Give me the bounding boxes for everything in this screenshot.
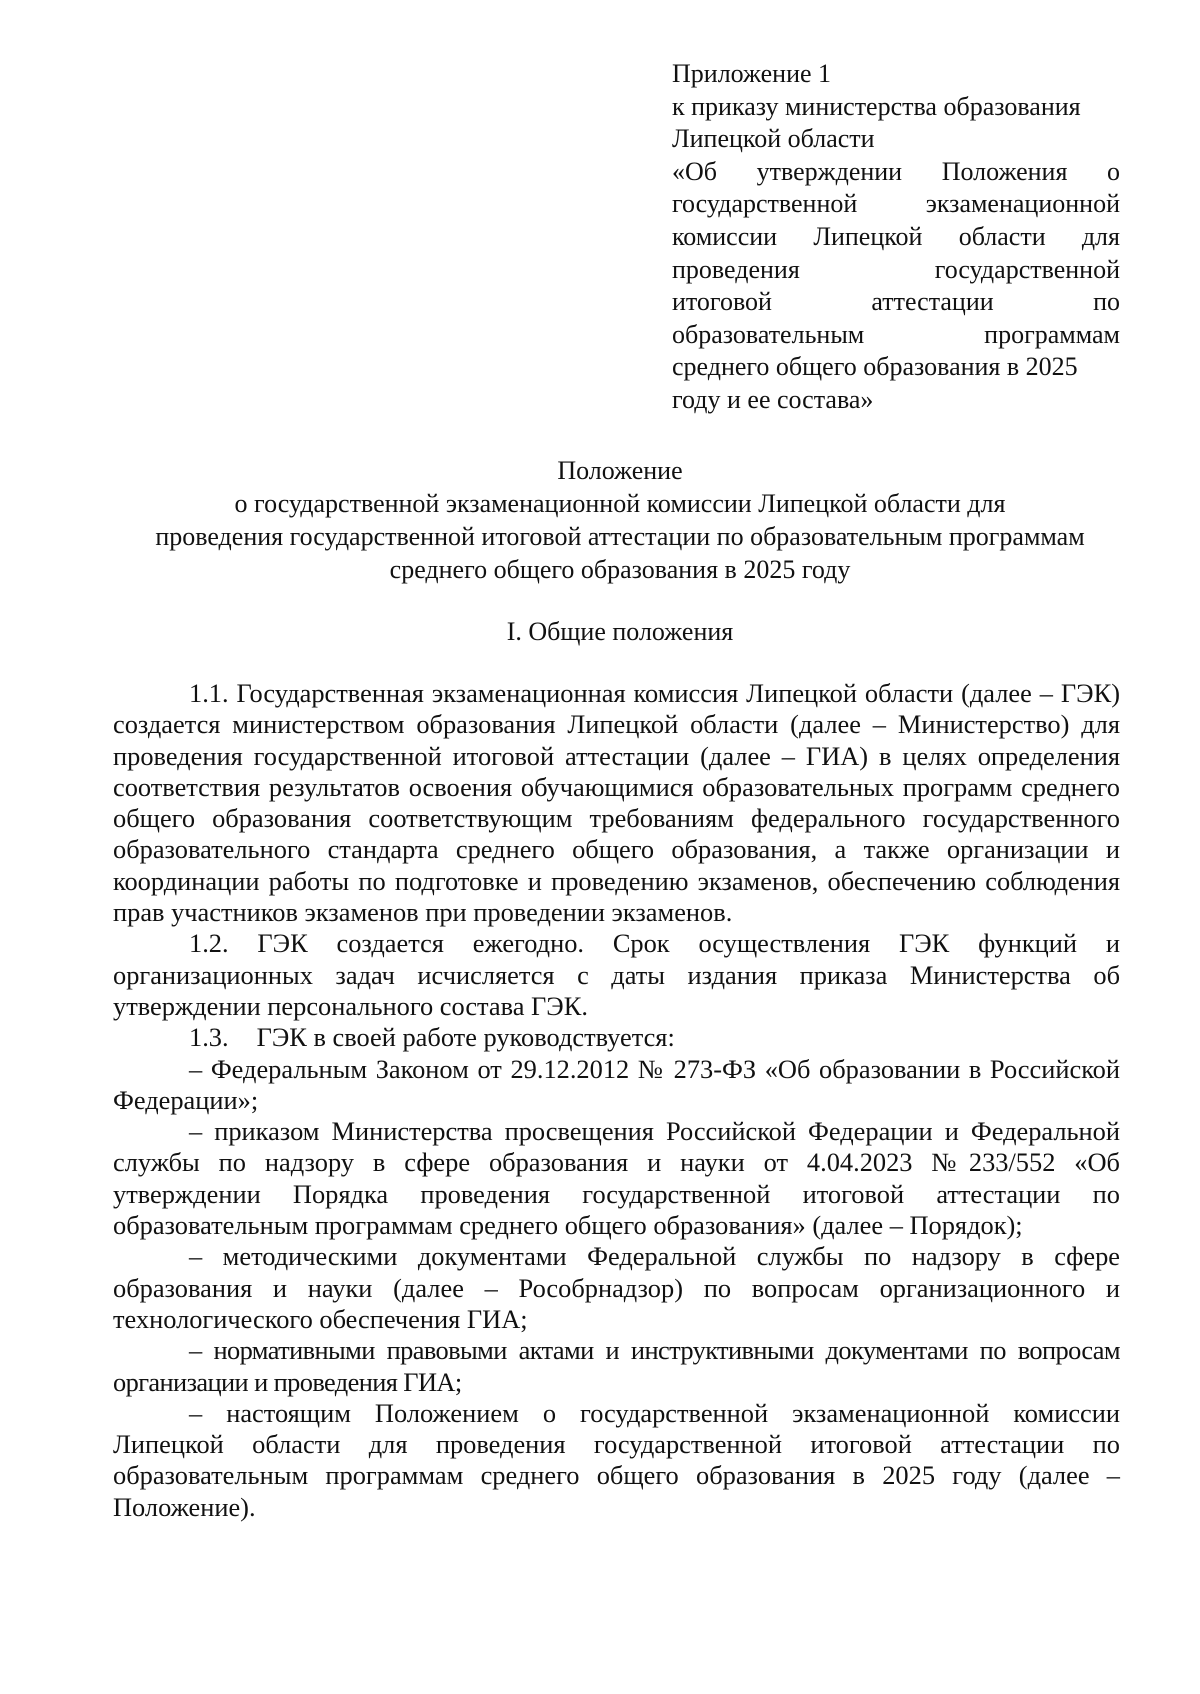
paragraph-number: 1.3. <box>189 1022 229 1053</box>
annex-line: году и ее состава» <box>672 384 874 414</box>
annex-line: государственной экзаменационной <box>672 189 1120 219</box>
paragraph-1-1: 1.1. Государственная экзаменационная комиссия Липецкой области (далее – ГЭК) создается министерством образования Липецкой области (далее – Министерство) для проведения государственной итоговой аттестации (далее – ГИА) в целях определения соответствия результатов освоения обучающимися образовательных программ среднего общего образования соответствующим требованиям федерального государственного образовательного стандарта среднего общего образования, а также организации и координации работы по подготовке и проведению экзаменов, обеспечению соблюдения прав участников экзаменов при проведении экзаменов. <box>113 678 1120 928</box>
list-item: – настоящим Положением о государственной экзаменационной комиссии Липецкой области для проведения государственной итоговой аттестации по образовательным программам среднего общего образования в 2025 году (далее – Положение). <box>113 1397 1120 1522</box>
annex-line: образовательным программам <box>672 319 1120 349</box>
list-item: – Федеральным Законом от 29.12.2012 № 273-ФЗ «Об образовании в Российской Федерации»; <box>113 1053 1120 1115</box>
annex-line: «Об утверждении Положения о <box>672 156 1120 186</box>
annex-line: итоговой аттестации по <box>672 287 1120 317</box>
document-title <box>100 454 1140 586</box>
annex-line: среднего общего образования в 2025 <box>672 352 1078 382</box>
annex-line: комиссии Липецкой области для <box>672 221 1120 251</box>
document-body <box>113 678 1120 1523</box>
section-heading: I. Общие положения <box>506 617 734 646</box>
paragraph-1-3 <box>113 1022 1120 1053</box>
list-item: – методическими документами Федеральной службы по надзору в сфере образования и науки (далее – Рособрнадзор) по вопросам организационного и технологического обеспечения ГИА; <box>113 1241 1120 1334</box>
annex-header <box>672 58 1120 417</box>
list-item: – нормативными правовыми актами и инструктивными документами по вопросам организации и проведения ГИА; <box>113 1335 1120 1397</box>
annex-line: к приказу министерства образования <box>672 91 1081 121</box>
list-item: – приказом Министерства просвещения Российской Федерации и Федеральной службы по надзору в сфере образования и науки от 4.04.2023 №233/552 «Об утверждении Порядка проведения государственной итоговой аттестации по образовательным программам среднего общего образования» (далее – Порядок); <box>113 1116 1120 1241</box>
title-line: о государственной экзаменационной комиссии Липецкой области для <box>234 489 1006 518</box>
annex-line: Липецкой области <box>672 124 875 154</box>
annex-line: проведения государственной <box>672 254 1120 284</box>
paragraph-1-2: 1.2. ГЭК создается ежегодно. Срок осуществления ГЭК функций и организационных задач исчисляется с даты издания приказа Министерства об утверждении персонального состава ГЭК. <box>113 928 1120 1021</box>
paragraph-text: ГЭК в своей работе руководствуется: <box>256 1022 675 1053</box>
annex-line: Приложение 1 <box>672 59 832 88</box>
title-line: среднего общего образования в 2025 году <box>389 555 851 584</box>
title-line: Положение <box>557 456 683 485</box>
title-line: проведения государственной итоговой аттестации по образовательным программам <box>155 522 1085 551</box>
